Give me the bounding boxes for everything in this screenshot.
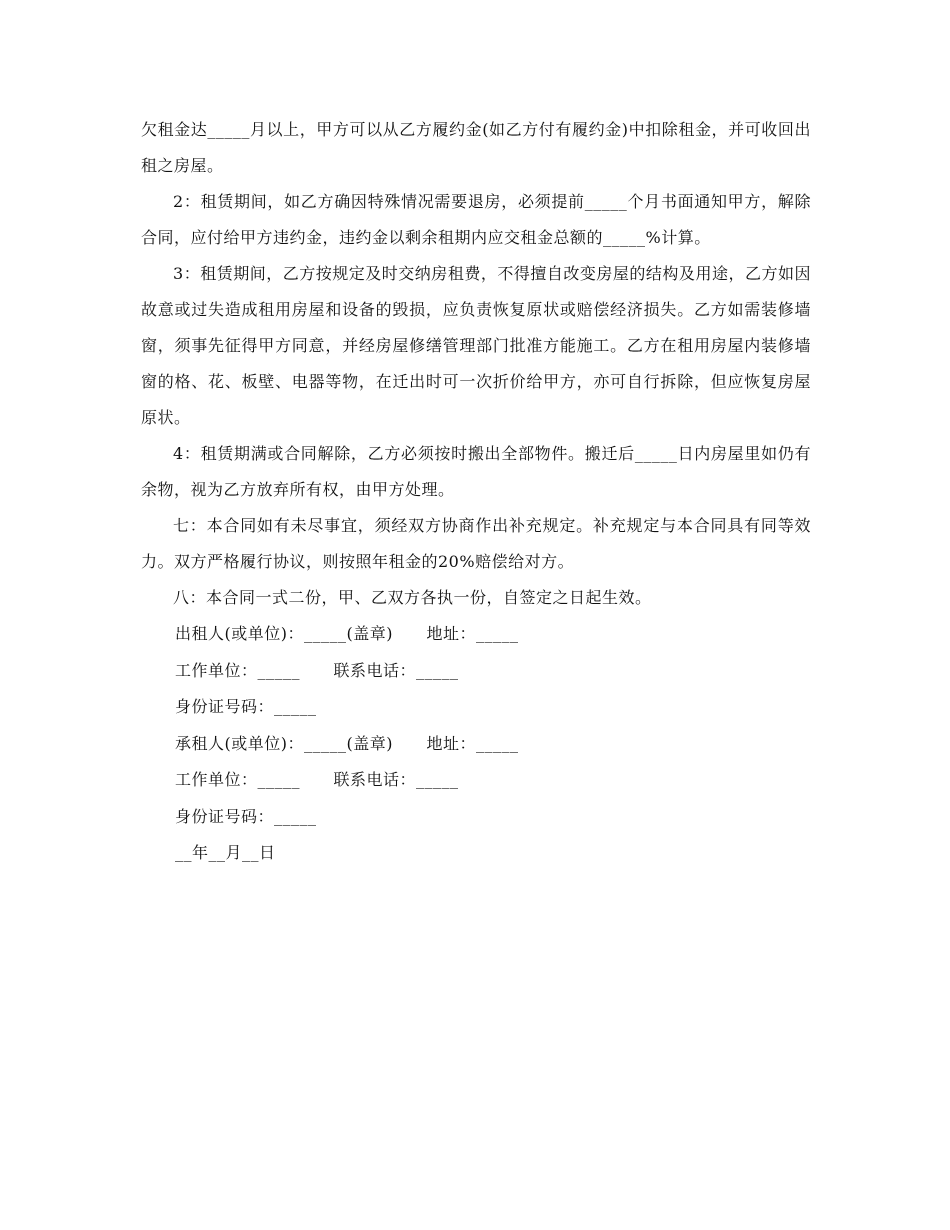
paragraph-supplementary-provisions: 七：本合同如有未尽事宜，须经双方协商作出补充规定。补充规定与本合同具有同等效力。双方严格履行协议，则按照年租金的20%赔偿给对方。 [141,516,811,571]
paragraph-early-termination: 2：租赁期间，如乙方确因特殊情况需要退房，必须提前_____个月书面通知甲方，解除合同，应付给甲方违约金，违约金以剩余租期内应交租金总额的_____%计算。 [141,192,811,247]
lessor-id-line: 身份证号码：_____ [175,697,317,716]
contract-body [141,112,811,872]
paragraph-copies-effective: 八：本合同一式二份，甲、乙双方各执一份，自签定之日起生效。 [173,588,652,607]
signature-block [141,616,811,872]
date-line: __年__月__日 [175,843,276,862]
lessor-name-address-line: 出租人(或单位)：_____(盖章) 地址：_____ [175,624,519,643]
paragraph-rent-arrears: 欠租金达_____月以上，甲方可以从乙方履约金(如乙方付有履约金)中扣除租金，并可收回出租之房屋。 [141,120,811,175]
lessee-work-phone-line: 工作单位：_____ 联系电话：_____ [175,770,459,789]
paragraph-move-out: 4：租赁期满或合同解除，乙方必须按时搬出全部物件。搬迁后_____日内房屋里如仍有余物，视为乙方放弃所有权，由甲方处理。 [141,444,811,499]
paragraph-rent-and-renovation: 3：租赁期间，乙方按规定及时交纳房租费，不得擅自改变房屋的结构及用途，乙方如因故意或过失造成租用房屋和设备的毁损，应负责恢复原状或赔偿经济损失。乙方如需装修墙窗，须事先征得甲方同意，并经房屋修缮管理部门批准方能施工。乙方在租用房屋内装修墙窗的格、花、板壁、电器等物，在迁出时可一次折价给甲方，亦可自行拆除，但应恢复房屋原状。 [141,264,811,427]
lessor-work-phone-line: 工作单位：_____ 联系电话：_____ [175,660,459,680]
lessee-id-line: 身份证号码：_____ [175,806,317,826]
lessee-name-address-line: 承租人(或单位)：_____(盖章) 地址：_____ [175,733,519,753]
